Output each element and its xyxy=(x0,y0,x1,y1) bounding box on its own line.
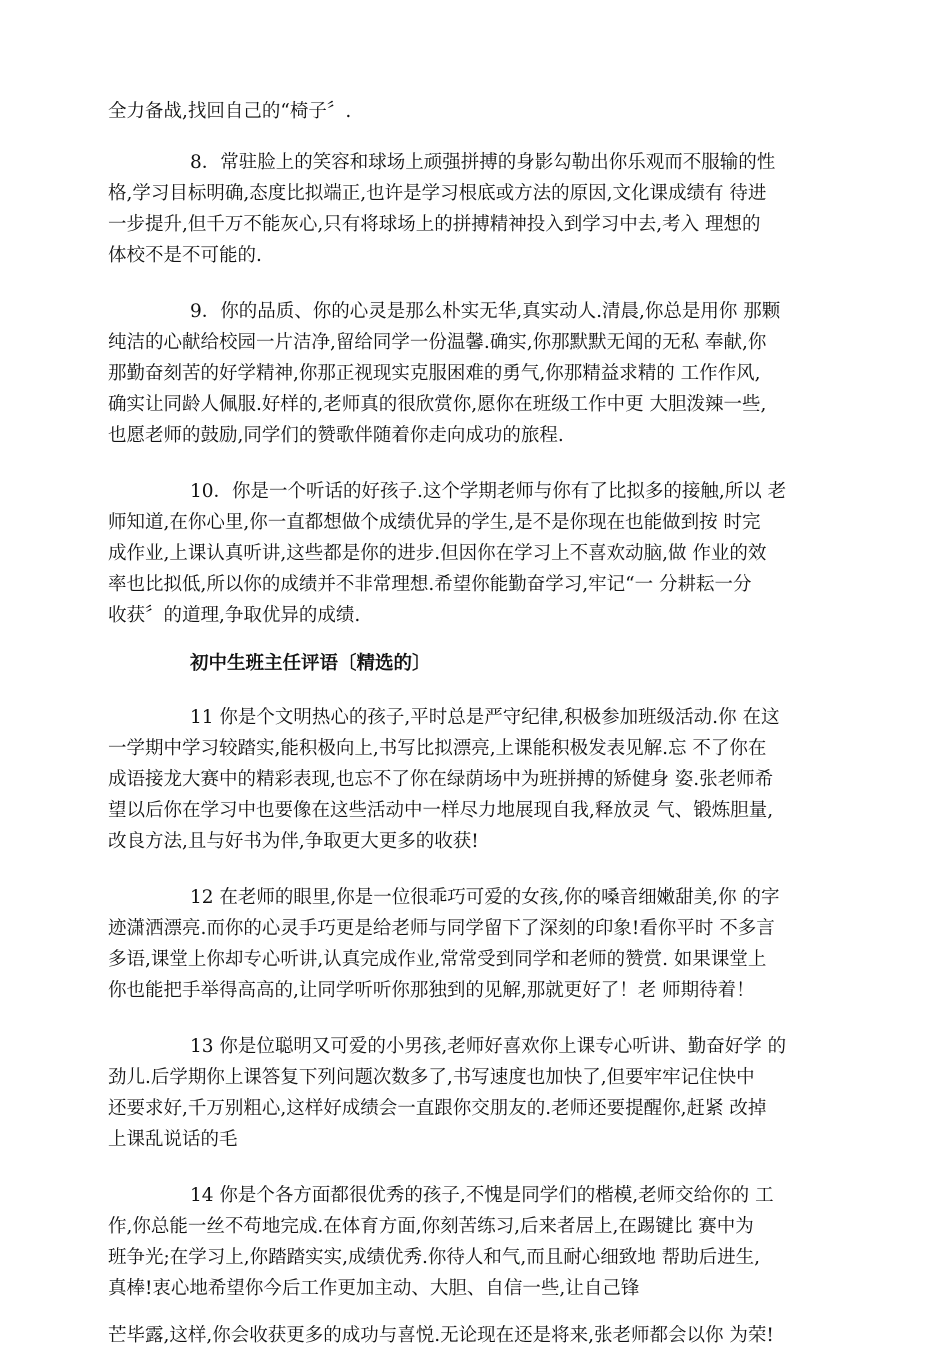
paragraph-10-line: 率也比拟低,所以你的成绩并不非常理想.希望你能勤奋学习,牢记“一 分耕耘一分 xyxy=(108,574,752,595)
paragraph-11-line: 改良方法,且与好书为伴,争取更大更多的收获! xyxy=(108,831,479,852)
paragraph-13-line: 还要求好,千万别粗心,这样好成绩会一直跟你交朋友的.老师还要提醒你,赶紧 改掉 xyxy=(108,1098,767,1119)
paragraph-11-line: 11 你是个文明热心的孩子,平时总是严守纪律,积极参加班级活动.你 在这 xyxy=(190,707,780,728)
paragraph-10-line: 成作业,上课认真听讲,这些都是你的进步.但因你在学习上不喜欢动脑,做 作业的效 xyxy=(108,543,767,564)
paragraph-12-line: 12 在老师的眼里,你是一位很乖巧可爱的女孩,你的嗓音细嫩甜美,你 的字 xyxy=(190,887,780,908)
paragraph-13-line: 劲儿.后学期你上课答复下列问题次数多了,书写速度也加快了,但要牢牢记住快中 xyxy=(108,1067,755,1088)
paragraph-11-line: 成语接龙大赛中的精彩表现,也忘不了你在绿荫场中为班拼搏的矫健身 姿.张老师希 xyxy=(108,769,774,790)
paragraph-13-line: 13 你是位聪明又可爱的小男孩,老师好喜欢你上课专心听讲、勤奋好学 的 xyxy=(190,1036,787,1057)
section-heading: 初中生班主任评语〔精选的〕 xyxy=(190,653,431,674)
paragraph-14-line: 作,你总能一丝不苟地完成.在体育方面,你刻苦练习,后来者居上,在踢键比 赛中为 xyxy=(108,1216,754,1237)
text-line: 全力备战,找回自己的“椅子〞. xyxy=(108,101,352,122)
paragraph-9-line: 那勤奋刻苦的好学精神,你那正视现实克服困难的勇气,你那精益求精的 工作作风, xyxy=(108,363,761,384)
paragraph-14-line: 芒毕露,这样,你会收获更多的成功与喜悦.无论现在还是将来,张老师都会以你 为荣! xyxy=(108,1325,774,1346)
paragraph-14-line: 14 你是个各方面都很优秀的孩子,不愧是同学们的楷模,老师交给你的 工 xyxy=(190,1185,774,1206)
paragraph-8-line: 8．常驻脸上的笑容和球场上顽强拼搏的身影勾勒出你乐观而不服输的性 xyxy=(190,152,776,173)
paragraph-10-line: 10．你是一个听话的好孩子.这个学期老师与你有了比拟多的接触,所以 老 xyxy=(190,481,787,502)
paragraph-14-line: 真棒!衷心地希望你今后工作更加主动、大胆、自信一些,让自己锋 xyxy=(108,1278,640,1299)
paragraph-9-line: 确实让同龄人佩服.好样的,老师真的很欣赏你,愿你在班级工作中更 大胆泼辣一些, xyxy=(108,394,767,415)
paragraph-11-line: 望以后你在学习中也要像在这些活动中一样尽力地展现自我,释放灵 气、锻炼胆量, xyxy=(108,800,774,821)
paragraph-8-line: 格,学习目标明确,态度比拟端正,也许是学习根底或方法的原因,文化课成绩有 待进 xyxy=(108,183,767,204)
paragraph-9-line: 9．你的品质、你的心灵是那么朴实无华,真实动人.清晨,你总是用你 那颗 xyxy=(190,301,781,322)
paragraph-13-line: 上课乱说话的毛 xyxy=(108,1129,238,1150)
paragraph-10-line: 师知道,在你心里,你一直都想做个成绩优异的学生,是不是你现在也能做到按 时完 xyxy=(108,512,761,533)
paragraph-14-line: 班争光;在学习上,你踏踏实实,成绩优秀.你待人和气,而且耐心细致地 帮助后进生, xyxy=(108,1247,761,1268)
paragraph-9-line: 纯洁的心献给校园一片洁净,留给同学一份温馨.确实,你那默默无闻的无私 奉献,你 xyxy=(108,332,767,353)
paragraph-10-line: 收获〞的道理,争取优异的成绩. xyxy=(108,605,361,626)
paragraph-12-line: 迹潇洒漂亮.而你的心灵手巧更是给老师与同学留下了深刻的印象!看你平时 不多言 xyxy=(108,918,775,939)
paragraph-9-line: 也愿老师的鼓励,同学们的赞歌伴随着你走向成功的旅程. xyxy=(108,425,564,446)
paragraph-8-line: 体校不是不可能的. xyxy=(108,245,262,266)
paragraph-12-line: 多语,课堂上你却专心听讲,认真完成作业,常常受到同学和老师的赞赏. 如果课堂上 xyxy=(108,949,767,970)
paragraph-8-line: 一步提升,但千万不能灰心,只有将球场上的拼搏精神投入到学习中去,考入 理想的 xyxy=(108,214,761,235)
paragraph-11-line: 一学期中学习较踏实,能积极向上,书写比拟漂亮,上课能积极发表见解.忘 不了你在 xyxy=(108,738,767,759)
paragraph-12-line: 你也能把手举得高高的,让同学听听你那独到的见解,那就更好了！老 师期待着！ xyxy=(108,980,755,1001)
